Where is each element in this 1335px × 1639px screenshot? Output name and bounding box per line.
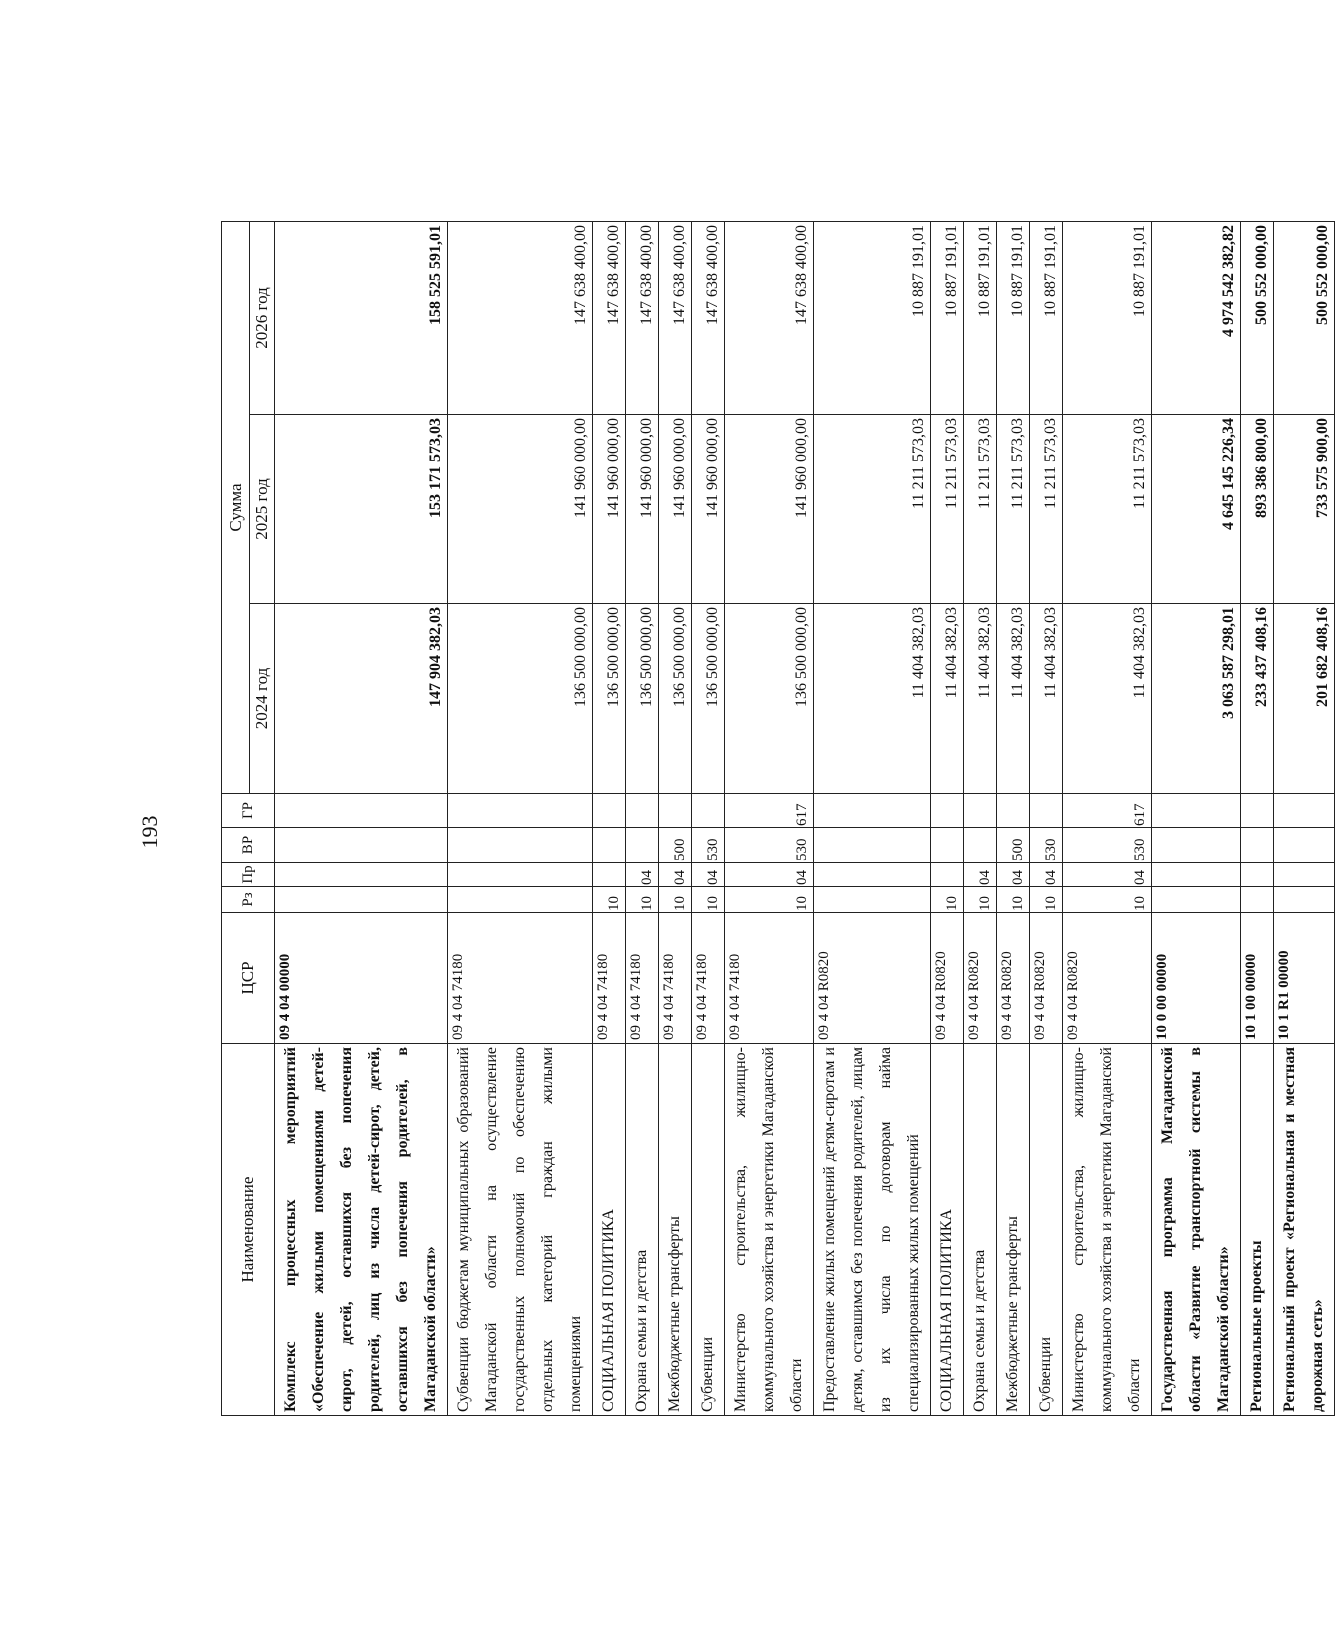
row-vr-cell: 530 bbox=[1063, 828, 1152, 863]
row-csr-cell: 10 0 00 00000 bbox=[1152, 913, 1241, 1044]
row-name-cell: СОЦИАЛЬНАЯ ПОЛИТИКА bbox=[931, 1044, 964, 1416]
header-2026: 2026 год bbox=[250, 221, 275, 414]
row-2025-cell: 11 211 573,03 bbox=[997, 415, 1030, 604]
row-2026-cell: 10 887 191,01 bbox=[997, 221, 1030, 414]
row-gr-cell bbox=[626, 794, 659, 828]
row-rz-cell bbox=[1241, 887, 1274, 913]
row-2026-cell: 147 638 400,00 bbox=[448, 221, 593, 414]
table-row bbox=[659, 221, 692, 1415]
table-row bbox=[964, 221, 997, 1415]
row-2025-cell: 141 960 000,00 bbox=[626, 415, 659, 604]
row-vr-cell bbox=[448, 828, 593, 863]
row-csr-cell: 09 4 04 R0820 bbox=[964, 913, 997, 1044]
row-pr-cell bbox=[931, 863, 964, 887]
table-row bbox=[1274, 221, 1335, 1415]
row-vr-cell bbox=[814, 828, 931, 863]
table-row bbox=[814, 221, 931, 1415]
row-pr-cell bbox=[1241, 863, 1274, 887]
budget-table bbox=[221, 221, 1335, 1416]
row-csr-cell: 10 1 00 00000 bbox=[1241, 913, 1274, 1044]
row-2025-cell: 893 386 800,00 bbox=[1241, 415, 1274, 604]
row-2025-cell: 733 575 900,00 bbox=[1274, 415, 1335, 604]
row-2025-cell: 153 171 573,03 bbox=[275, 415, 448, 604]
row-pr-cell: 04 bbox=[659, 863, 692, 887]
row-2024-cell: 11 404 382,03 bbox=[964, 604, 997, 794]
row-rz-cell: 10 bbox=[931, 887, 964, 913]
row-name-cell: Комплекс процессных мероприятий «Обеспечение жилыми помещениями детей-сирот, детей, оставшихся без попечения родителей, лиц из числа детей-сирот, детей, оставшихся без попечения родителей, в Магаданской области» bbox=[275, 1044, 448, 1416]
row-name-cell: Субвенции бюджетам муниципальных образований Магаданской области на осуществление государственных полномочий по обеспечению отдельных категорий граждан жилыми помещениями bbox=[448, 1044, 593, 1416]
row-rz-cell: 10 bbox=[964, 887, 997, 913]
row-pr-cell bbox=[1152, 863, 1241, 887]
row-vr-cell bbox=[275, 828, 448, 863]
row-csr-cell: 09 4 04 R0820 bbox=[997, 913, 1030, 1044]
row-csr-cell: 09 4 04 R0820 bbox=[814, 913, 931, 1044]
row-name-cell: Межбюджетные трансферты bbox=[659, 1044, 692, 1416]
row-name-cell: Субвенции bbox=[692, 1044, 725, 1416]
row-rz-cell: 10 bbox=[725, 887, 814, 913]
row-csr-cell: 09 4 04 74180 bbox=[659, 913, 692, 1044]
row-2026-cell: 10 887 191,01 bbox=[964, 221, 997, 414]
row-2024-cell: 136 500 000,00 bbox=[659, 604, 692, 794]
row-csr-cell: 10 1 R1 00000 bbox=[1274, 913, 1335, 1044]
row-rz-cell bbox=[1152, 887, 1241, 913]
table-body bbox=[275, 221, 1335, 1415]
row-pr-cell bbox=[275, 863, 448, 887]
row-2026-cell: 4 974 542 382,82 bbox=[1152, 221, 1241, 414]
row-pr-cell: 04 bbox=[1063, 863, 1152, 887]
row-2026-cell: 147 638 400,00 bbox=[593, 221, 626, 414]
row-rz-cell bbox=[275, 887, 448, 913]
row-csr-cell: 09 4 04 74180 bbox=[725, 913, 814, 1044]
row-name-cell: Охрана семьи и детства bbox=[964, 1044, 997, 1416]
table-row bbox=[593, 221, 626, 1415]
row-csr-cell: 09 4 04 R0820 bbox=[931, 913, 964, 1044]
row-2024-cell: 136 500 000,00 bbox=[692, 604, 725, 794]
row-pr-cell: 04 bbox=[1030, 863, 1063, 887]
row-2025-cell: 141 960 000,00 bbox=[659, 415, 692, 604]
row-vr-cell: 530 bbox=[725, 828, 814, 863]
row-csr-cell: 09 4 04 74180 bbox=[626, 913, 659, 1044]
header-csr: ЦСР bbox=[222, 913, 275, 1044]
row-gr-cell: 617 bbox=[1063, 794, 1152, 828]
row-gr-cell bbox=[659, 794, 692, 828]
row-rz-cell: 10 bbox=[692, 887, 725, 913]
row-name-cell: Предоставление жилых помещений детям-сиротам и детям, оставшимся без попечения родителей, лицам из их числа по договорам найма специализированных жилых помещений bbox=[814, 1044, 931, 1416]
row-rz-cell: 10 bbox=[1030, 887, 1063, 913]
row-2026-cell: 10 887 191,01 bbox=[1063, 221, 1152, 414]
row-csr-cell: 09 4 04 74180 bbox=[593, 913, 626, 1044]
row-rz-cell bbox=[1274, 887, 1335, 913]
row-2026-cell: 147 638 400,00 bbox=[659, 221, 692, 414]
header-2025: 2025 год bbox=[250, 415, 275, 604]
row-vr-cell bbox=[593, 828, 626, 863]
row-2026-cell: 500 552 000,00 bbox=[1274, 221, 1335, 414]
row-2026-cell: 158 525 591,01 bbox=[275, 221, 448, 414]
row-2024-cell: 11 404 382,03 bbox=[1063, 604, 1152, 794]
row-name-cell: Государственная программа Магаданской области «Развитие транспортной системы в Магаданской области» bbox=[1152, 1044, 1241, 1416]
row-pr-cell bbox=[448, 863, 593, 887]
table-row bbox=[1063, 221, 1152, 1415]
row-vr-cell bbox=[626, 828, 659, 863]
row-name-cell: Региональный проект «Региональная и местная дорожная сеть» bbox=[1274, 1044, 1335, 1416]
row-pr-cell bbox=[593, 863, 626, 887]
row-2024-cell: 11 404 382,03 bbox=[814, 604, 931, 794]
row-2024-cell: 136 500 000,00 bbox=[593, 604, 626, 794]
row-rz-cell bbox=[814, 887, 931, 913]
row-rz-cell: 10 bbox=[626, 887, 659, 913]
header-vr: ВР bbox=[222, 828, 275, 863]
row-pr-cell: 04 bbox=[626, 863, 659, 887]
header-summa: Сумма bbox=[222, 221, 250, 793]
row-gr-cell bbox=[1030, 794, 1063, 828]
table-row bbox=[931, 221, 964, 1415]
row-pr-cell: 04 bbox=[692, 863, 725, 887]
page-number: 193 bbox=[137, 815, 162, 849]
row-2026-cell: 500 552 000,00 bbox=[1241, 221, 1274, 414]
table-row bbox=[626, 221, 659, 1415]
row-gr-cell bbox=[1152, 794, 1241, 828]
row-csr-cell: 09 4 04 74180 bbox=[448, 913, 593, 1044]
row-vr-cell: 500 bbox=[997, 828, 1030, 863]
row-2025-cell: 141 960 000,00 bbox=[725, 415, 814, 604]
row-vr-cell: 530 bbox=[692, 828, 725, 863]
row-2025-cell: 11 211 573,03 bbox=[931, 415, 964, 604]
row-2025-cell: 11 211 573,03 bbox=[814, 415, 931, 604]
row-name-cell: Министерство строительства, жилищно-коммунального хозяйства и энергетики Магаданской области bbox=[725, 1044, 814, 1416]
row-rz-cell bbox=[448, 887, 593, 913]
row-pr-cell bbox=[814, 863, 931, 887]
row-gr-cell bbox=[1241, 794, 1274, 828]
row-2026-cell: 10 887 191,01 bbox=[931, 221, 964, 414]
row-2026-cell: 10 887 191,01 bbox=[814, 221, 931, 414]
row-2024-cell: 11 404 382,03 bbox=[1030, 604, 1063, 794]
row-2025-cell: 4 645 145 226,34 bbox=[1152, 415, 1241, 604]
header-2024: 2024 год bbox=[250, 604, 275, 794]
row-name-cell: Межбюджетные трансферты bbox=[997, 1044, 1030, 1416]
row-name-cell: Субвенции bbox=[1030, 1044, 1063, 1416]
row-gr-cell bbox=[931, 794, 964, 828]
row-2026-cell: 147 638 400,00 bbox=[692, 221, 725, 414]
row-gr-cell bbox=[1274, 794, 1335, 828]
row-name-cell: Министерство строительства, жилищно-коммунального хозяйства и энергетики Магаданской области bbox=[1063, 1044, 1152, 1416]
row-2025-cell: 11 211 573,03 bbox=[964, 415, 997, 604]
row-2024-cell: 11 404 382,03 bbox=[931, 604, 964, 794]
row-2024-cell: 233 437 408,16 bbox=[1241, 604, 1274, 794]
table-row bbox=[1241, 221, 1274, 1415]
header-rz: Рз bbox=[222, 887, 275, 913]
table-row bbox=[1030, 221, 1063, 1415]
row-rz-cell: 10 bbox=[659, 887, 692, 913]
row-vr-cell: 530 bbox=[1030, 828, 1063, 863]
rotated-table-area bbox=[221, 222, 1331, 1416]
row-pr-cell: 04 bbox=[997, 863, 1030, 887]
row-csr-cell: 09 4 04 00000 bbox=[275, 913, 448, 1044]
row-vr-cell bbox=[1152, 828, 1241, 863]
row-2026-cell: 147 638 400,00 bbox=[626, 221, 659, 414]
row-2024-cell: 3 063 587 298,01 bbox=[1152, 604, 1241, 794]
row-2026-cell: 10 887 191,01 bbox=[1030, 221, 1063, 414]
row-2024-cell: 201 682 408,16 bbox=[1274, 604, 1335, 794]
row-2025-cell: 141 960 000,00 bbox=[692, 415, 725, 604]
row-2024-cell: 147 904 382,03 bbox=[275, 604, 448, 794]
row-gr-cell bbox=[814, 794, 931, 828]
row-2025-cell: 11 211 573,03 bbox=[1030, 415, 1063, 604]
table-row bbox=[997, 221, 1030, 1415]
row-pr-cell: 04 bbox=[964, 863, 997, 887]
row-gr-cell: 617 bbox=[725, 794, 814, 828]
row-2025-cell: 11 211 573,03 bbox=[1063, 415, 1152, 604]
row-vr-cell bbox=[1274, 828, 1335, 863]
row-2024-cell: 11 404 382,03 bbox=[997, 604, 1030, 794]
row-vr-cell bbox=[1241, 828, 1274, 863]
row-name-cell: Охрана семьи и детства bbox=[626, 1044, 659, 1416]
row-gr-cell bbox=[275, 794, 448, 828]
row-name-cell: Региональные проекты bbox=[1241, 1044, 1274, 1416]
row-2025-cell: 141 960 000,00 bbox=[448, 415, 593, 604]
header-gr: ГР bbox=[222, 794, 275, 828]
header-pr: Пр bbox=[222, 863, 275, 887]
row-rz-cell: 10 bbox=[997, 887, 1030, 913]
row-2024-cell: 136 500 000,00 bbox=[448, 604, 593, 794]
row-2024-cell: 136 500 000,00 bbox=[626, 604, 659, 794]
row-rz-cell: 10 bbox=[1063, 887, 1152, 913]
row-vr-cell bbox=[931, 828, 964, 863]
row-rz-cell: 10 bbox=[593, 887, 626, 913]
table-row bbox=[1152, 221, 1241, 1415]
row-csr-cell: 09 4 04 74180 bbox=[692, 913, 725, 1044]
table-row bbox=[692, 221, 725, 1415]
table-row bbox=[448, 221, 593, 1415]
row-csr-cell: 09 4 04 R0820 bbox=[1063, 913, 1152, 1044]
table-row bbox=[725, 221, 814, 1415]
row-gr-cell bbox=[964, 794, 997, 828]
row-pr-cell bbox=[1274, 863, 1335, 887]
table-row bbox=[275, 221, 448, 1415]
row-gr-cell bbox=[448, 794, 593, 828]
row-2026-cell: 147 638 400,00 bbox=[725, 221, 814, 414]
row-csr-cell: 09 4 04 R0820 bbox=[1030, 913, 1063, 1044]
row-gr-cell bbox=[997, 794, 1030, 828]
row-2024-cell: 136 500 000,00 bbox=[725, 604, 814, 794]
row-vr-cell bbox=[964, 828, 997, 863]
header-name: Наименование bbox=[222, 1044, 275, 1416]
row-pr-cell: 04 bbox=[725, 863, 814, 887]
row-gr-cell bbox=[692, 794, 725, 828]
row-name-cell: СОЦИАЛЬНАЯ ПОЛИТИКА bbox=[593, 1044, 626, 1416]
row-vr-cell: 500 bbox=[659, 828, 692, 863]
row-gr-cell bbox=[593, 794, 626, 828]
row-2025-cell: 141 960 000,00 bbox=[593, 415, 626, 604]
